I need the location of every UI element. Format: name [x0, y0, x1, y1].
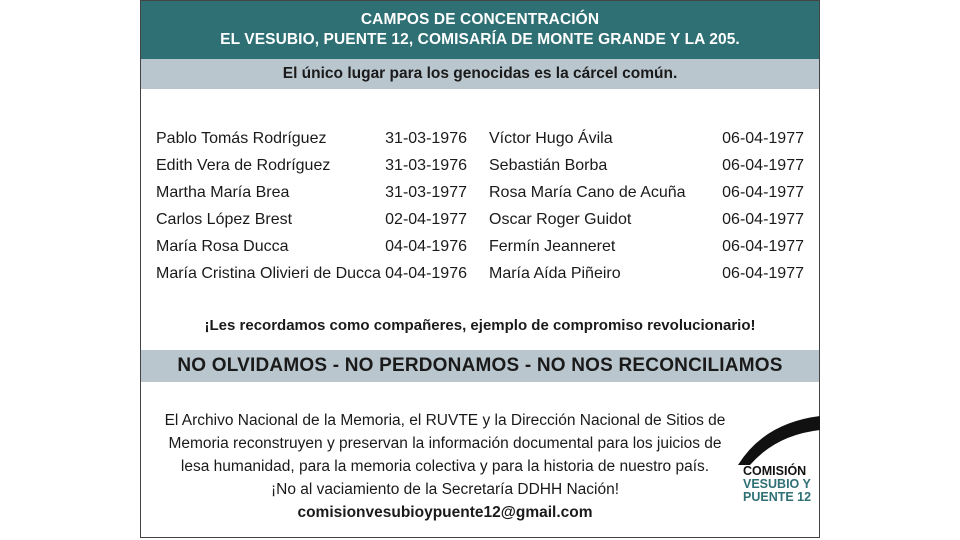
person-date: 06-04-1977: [722, 265, 804, 282]
person-date: 31-03-1977: [385, 184, 467, 201]
person-name: Edith Vera de Rodríguez: [156, 157, 331, 174]
person-name: Martha María Brea: [156, 184, 290, 201]
person-name: Carlos López Brest: [156, 211, 293, 228]
list-item: [156, 206, 471, 233]
header-title-line2: EL VESUBIO, PUENTE 12, COMISARÍA DE MONTE GRANDE Y LA 205.: [220, 31, 740, 48]
person-name: Sebastián Borba: [489, 157, 608, 174]
list-item: [156, 125, 471, 152]
list-item: [156, 260, 471, 287]
subheader-banner: El único lugar para los genocidas es la cárcel común.: [141, 59, 819, 89]
logo-line3: PUENTE 12: [743, 490, 812, 504]
list-item: [489, 206, 804, 233]
body-line: ¡No al vaciamiento de la Secretaría DDHH Nación!: [270, 481, 620, 498]
names-column-left: [156, 125, 471, 287]
person-name: María Aída Piñeiro: [489, 265, 621, 282]
body-line: El Archivo Nacional de la Memoria, el RUVTE y la Dirección Nacional de Sitios de: [164, 412, 726, 429]
person-name: Fermín Jeanneret: [489, 238, 616, 255]
person-date: 06-04-1977: [722, 184, 804, 201]
header-title-line1: CAMPOS DE CONCENTRACIÓN: [360, 11, 600, 28]
person-name: Víctor Hugo Ávila: [489, 130, 613, 147]
person-date: 06-04-1977: [722, 238, 804, 255]
person-date: 04-04-1976: [385, 265, 467, 282]
person-name: Oscar Roger Guidot: [489, 211, 632, 228]
body-paragraph: [145, 409, 745, 524]
comision-logo: [736, 413, 821, 513]
person-date: 06-04-1977: [722, 130, 804, 147]
body-line: lesa humanidad, para la memoria colectiva y para la historia de nuestro país.: [180, 458, 710, 475]
list-item: [156, 152, 471, 179]
person-name: Rosa María Cano de Acuña: [489, 184, 686, 201]
names-column-right: [489, 125, 804, 287]
list-item: [489, 260, 804, 287]
person-name: Pablo Tomás Rodríguez: [156, 130, 327, 147]
person-date: 31-03-1976: [385, 157, 467, 174]
header-banner: [141, 1, 819, 59]
body-line: Memoria reconstruyen y preservan la información documental para los juicios de: [168, 435, 722, 452]
list-item: [489, 179, 804, 206]
person-name: María Rosa Ducca: [156, 238, 289, 255]
list-item: [489, 233, 804, 260]
memorial-card: [140, 0, 820, 538]
list-item: [489, 125, 804, 152]
logo-line2: VESUBIO Y: [743, 477, 811, 491]
contact-email[interactable]: comisionvesubioypuente12@gmail.com: [297, 504, 593, 521]
logo-line1: COMISIÓN: [743, 464, 807, 478]
logo-arc-icon: [736, 413, 821, 468]
person-date: 02-04-1977: [385, 211, 467, 228]
motto-band: NO OLVIDAMOS - NO PERDONAMOS - NO NOS RECONCILIAMOS: [141, 350, 819, 382]
person-date: 31-03-1976: [385, 130, 467, 147]
list-item: [156, 233, 471, 260]
tribute-slogan: ¡Les recordamos como compañeres, ejemplo de compromiso revolucionario!: [204, 317, 756, 334]
person-name: María Cristina Olivieri de Ducca: [156, 265, 381, 282]
person-date: 06-04-1977: [722, 157, 804, 174]
list-item: [156, 179, 471, 206]
person-date: 06-04-1977: [722, 211, 804, 228]
logo-text: [743, 465, 811, 504]
person-date: 04-04-1976: [385, 238, 467, 255]
list-item: [489, 152, 804, 179]
